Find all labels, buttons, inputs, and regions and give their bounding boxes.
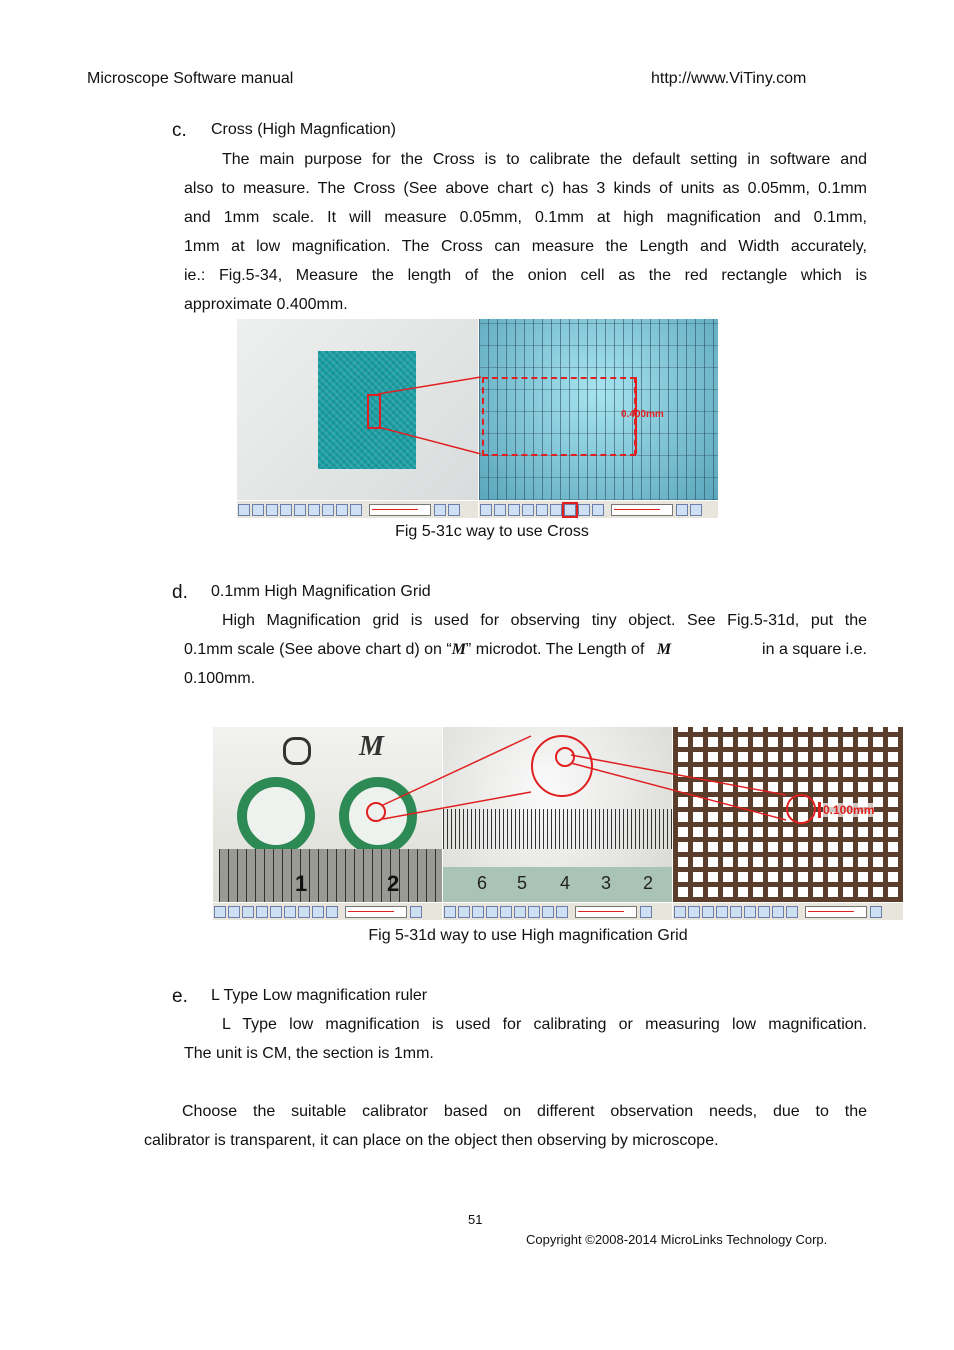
connector-lines — [213, 727, 903, 902]
para-text: ” microdot. The Length of — [465, 641, 645, 658]
section-e-paragraph — [184, 1010, 867, 1068]
para-text: in a square i.e. — [762, 641, 867, 658]
ruler-number: 4 — [560, 873, 571, 893]
software-toolbar — [213, 902, 442, 920]
header-title: Microscope Software manual — [87, 70, 294, 87]
para-line: 1mm at low magnification. The Cross can measure the Length and Width accurately, — [184, 238, 867, 255]
ruler-number: 6 — [477, 873, 488, 893]
figure-c-caption: Fig 5-31c way to use Cross — [395, 523, 589, 540]
software-toolbar — [479, 500, 718, 518]
figure-d-caption: Fig 5-31d way to use High magnification Grid — [368, 927, 688, 944]
section-d-letter: d. — [172, 582, 188, 603]
section-d-title: 0.1mm High Magnification Grid — [211, 583, 431, 600]
para-line: and 1mm scale. It will measure 0.05mm, 0.1mm at high magnification and 0.1mm, — [184, 209, 867, 226]
para-line: The unit is CM, the section is 1mm. — [184, 1045, 434, 1062]
closing-paragraph — [144, 1097, 867, 1155]
ruler-number: 1 — [295, 871, 308, 896]
para-line: ie.: Fig.5-34, Measure the length of the onion cell as the red rectangle which is — [184, 267, 867, 284]
ruler-number: 3 — [601, 873, 612, 893]
software-toolbar — [673, 902, 903, 920]
connector-lines — [237, 319, 718, 500]
m-logo-icon: M — [451, 641, 466, 658]
para-line: Choose the suitable calibrator based on different observation needs, due to the — [182, 1103, 867, 1120]
figure-grid — [213, 727, 903, 917]
para-line — [184, 635, 867, 664]
software-toolbar — [237, 500, 478, 518]
para-line: High Magnification grid is used for observing tiny object. See Fig.5-31d, put the — [222, 612, 867, 629]
section-c-letter: c. — [172, 120, 187, 141]
para-line: The main purpose for the Cross is to calibrate the default setting in software and — [222, 151, 867, 168]
para-line: L Type low magnification is used for calibrating or measuring low magnification. — [222, 1016, 867, 1033]
software-toolbar — [443, 902, 672, 920]
para-line: 0.100mm. — [184, 670, 256, 687]
para-line: approximate 0.400mm. — [184, 296, 348, 313]
m-logo-icon: M — [359, 731, 384, 762]
section-e-title: L Type Low magnification ruler — [211, 987, 428, 1004]
section-e-letter: e. — [172, 986, 188, 1007]
ruler-number: 2 — [643, 873, 654, 893]
page-number: 51 — [468, 1212, 483, 1227]
figure-cross — [237, 319, 718, 517]
para-line: also to measure. The Cross (See above chart c) has 3 kinds of units as 0.05mm, 0.1mm — [184, 180, 867, 197]
ruler-number: 2 — [387, 871, 400, 896]
ruler-number: 5 — [517, 873, 528, 893]
cross-tool-icon — [564, 504, 576, 516]
section-c-paragraph — [184, 145, 867, 319]
measure-label: 0.100mm — [823, 803, 875, 817]
header-url[interactable]: http://www.ViTiny.com — [651, 70, 807, 87]
measure-label: 0.400mm — [621, 409, 664, 420]
copyright: Copyright ©2008-2014 MicroLinks Technology Corp. — [526, 1232, 828, 1247]
section-d-paragraph — [184, 606, 867, 693]
section-c-title: Cross (High Magnfication) — [211, 121, 396, 138]
para-text: 0.1mm scale (See above chart d) on “ — [184, 641, 452, 658]
m-logo-icon: M — [656, 641, 672, 658]
para-line: calibrator is transparent, it can place on the object then observing by microscope. — [144, 1132, 719, 1149]
